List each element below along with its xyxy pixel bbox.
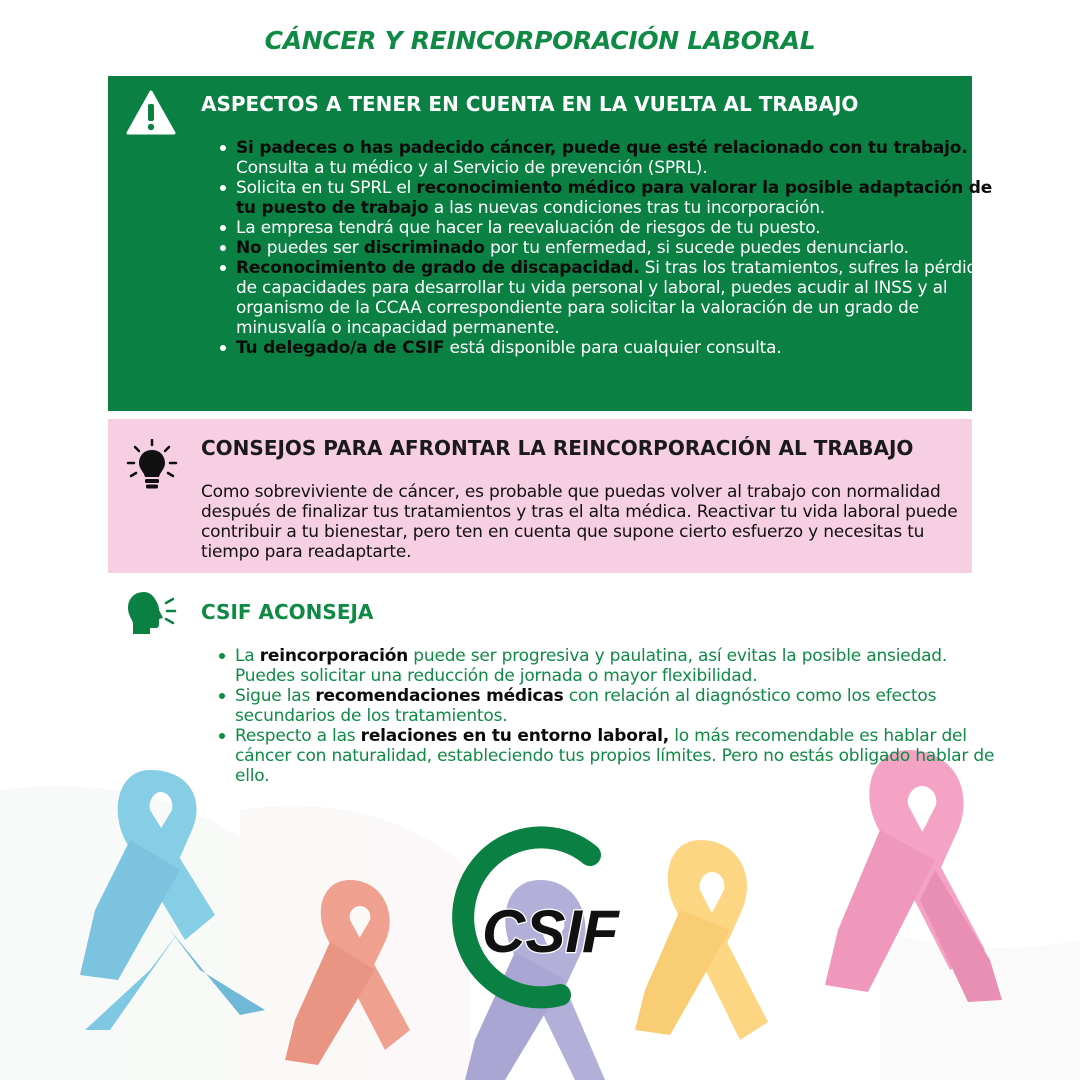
csif-advice-list <box>215 646 995 786</box>
list-item: La empresa tendrá que hacer la reevaluación de riesgos de tu puesto. <box>236 218 996 238</box>
list-item: Solicita en tu SPRL el reconocimiento médico para valorar la posible adaptación de tu puesto de trabajo a las nuevas condiciones tras tu incorporación. <box>236 178 996 218</box>
advice-heading: CONSEJOS PARA AFRONTAR LA REINCORPORACIÓN AL TRABAJO <box>201 436 914 460</box>
warning-icon <box>126 90 176 140</box>
list-item: Si padeces o has padecido cáncer, puede que esté relacionado con tu trabajo. Consulta a tu médico y al Servicio de prevención (SPRL). <box>236 138 996 178</box>
lightbulb-icon <box>126 439 178 497</box>
list-item: La reincorporación puede ser progresiva y paulatina, así evitas la posible ansiedad. Puedes solicitar una reducción de jornada o mayor flexibilidad. <box>235 646 995 686</box>
page-title: CÁNCER Y REINCORPORACIÓN LABORAL <box>264 26 816 55</box>
csif-logo-text: CSIF <box>482 898 619 965</box>
list-item: Respecto a las relaciones en tu entorno laboral, lo más recomendable es hablar del cáncer con naturalidad, estableciendo tus propios límites. Pero no estás obligado hablar de ello. <box>235 726 995 786</box>
list-item: Reconocimiento de grado de discapacidad. Si tras los tratamientos, sufres la pérdida de capacidades para desarrollar tu vida personal y laboral, puedes acudir al INSS y al organismo de la CCAA correspondiente para solicitar la valoración de un grado de minusvalía o incapacidad permanente. <box>236 258 996 338</box>
yellow-ribbon <box>635 840 768 1040</box>
csif-advice-heading: CSIF ACONSEJA <box>201 600 374 624</box>
aspects-list <box>216 138 996 358</box>
list-item: Tu delegado/a de CSIF está disponible para cualquier consulta. <box>236 338 996 358</box>
aspects-heading: ASPECTOS A TENER EN CUENTA EN LA VUELTA AL TRABAJO <box>201 92 859 116</box>
advice-text: Como sobreviviente de cáncer, es probable que puedas volver al trabajo con normalidad después de finalizar tus tratamientos y tras el alta médica. Reactivar tu vida laboral puede contribuir a tu bienestar, pero ten en cuenta que supone cierto esfuerzo y necesitas tu tiempo para readaptarte. <box>201 482 958 562</box>
list-item: No puedes ser discriminado por tu enfermedad, si sucede puedes denunciarlo. <box>236 238 996 258</box>
list-item: Sigue las recomendaciones médicas con relación al diagnóstico como los efectos secundarios de los tratamientos. <box>235 686 995 726</box>
aspects-panel <box>108 76 993 411</box>
advice-panel <box>108 419 972 573</box>
speaking-head-icon <box>126 590 178 640</box>
